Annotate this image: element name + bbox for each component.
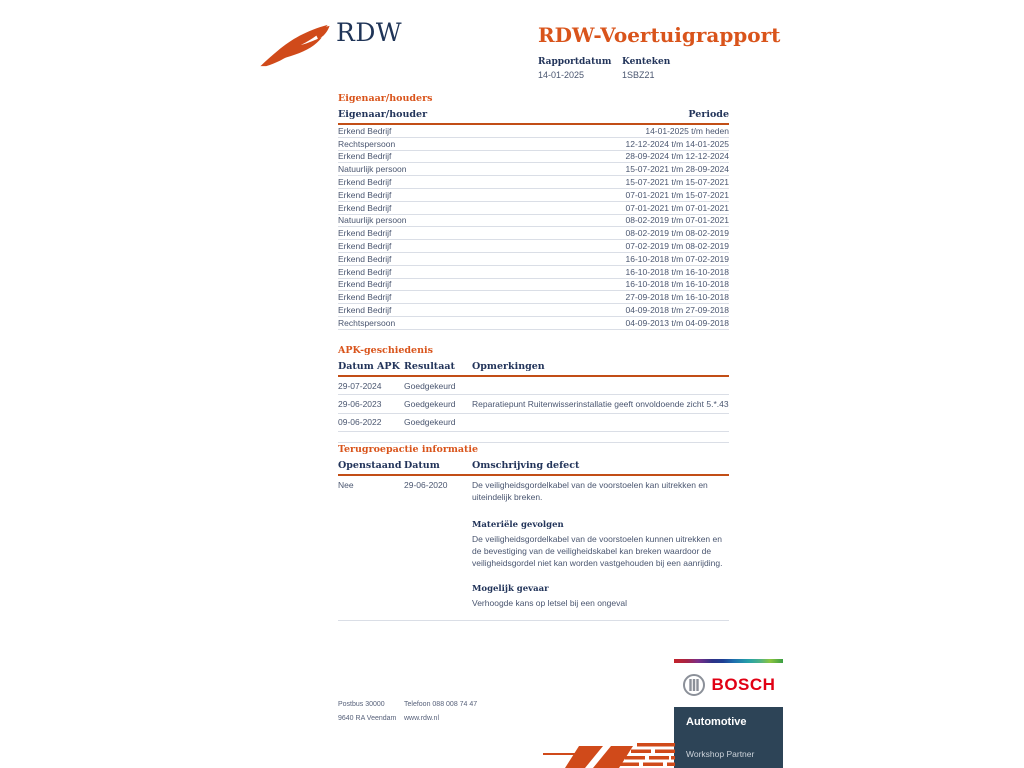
owner-period: 15-07-2021 t/m 28-09-2024 xyxy=(625,164,729,175)
owner-row xyxy=(338,291,729,304)
apk-section-title: APK-geschiedenis xyxy=(338,345,433,356)
recall-date-value: 29-06-2020 xyxy=(404,479,448,490)
owner-name: Erkend Bedrijf xyxy=(338,241,392,252)
recall-section-title: Terugroepactie informatie xyxy=(338,444,479,455)
recall-row xyxy=(338,476,729,506)
footer-address-line2: 9640 RA Veendam xyxy=(338,715,397,722)
rdw-swoosh-icon xyxy=(543,742,675,768)
owner-period: 16-10-2018 t/m 16-10-2018 xyxy=(625,279,729,290)
owner-period: 16-10-2018 t/m 07-02-2019 xyxy=(625,253,729,264)
bosch-logo xyxy=(674,663,783,707)
owner-period: 07-02-2019 t/m 08-02-2019 xyxy=(625,241,729,252)
license-plate-block xyxy=(622,57,670,80)
owner-name: Erkend Bedrijf xyxy=(338,189,392,200)
owner-period: 14-01-2025 t/m heden xyxy=(645,125,729,136)
footer-contact xyxy=(404,701,477,729)
apk-date: 29-07-2024 xyxy=(338,380,382,391)
owners-table-body xyxy=(338,125,729,330)
owner-row xyxy=(338,279,729,292)
recall-section xyxy=(338,444,729,621)
recall-col-open: Openstaand xyxy=(338,460,402,471)
footer-phone: Telefoon 088 008 74 47 xyxy=(404,701,478,708)
owner-period: 27-09-2018 t/m 16-10-2018 xyxy=(625,292,729,303)
owner-name: Erkend Bedrijf xyxy=(338,151,392,162)
owner-name: Erkend Bedrijf xyxy=(338,228,392,239)
page-title: RDW-Voertuigrapport xyxy=(538,23,781,47)
owner-period: 12-12-2024 t/m 14-01-2025 xyxy=(625,138,729,149)
owner-row xyxy=(338,202,729,215)
owners-col-owner: Eigenaar/houder xyxy=(338,109,428,120)
recall-consequences-title: Materiële gevolgen xyxy=(472,519,564,530)
owner-row xyxy=(338,215,729,228)
owner-row xyxy=(338,266,729,279)
owner-period: 07-01-2021 t/m 15-07-2021 xyxy=(625,189,729,200)
owners-col-period: Periode xyxy=(688,109,729,120)
footer xyxy=(338,701,477,729)
owner-period: 15-07-2021 t/m 15-07-2021 xyxy=(625,177,729,188)
recall-danger-title: Mogelijk gevaar xyxy=(472,583,549,594)
footer-website-link[interactable]: www.rdw.nl xyxy=(404,715,440,722)
report-date-label: Rapportdatum xyxy=(538,57,612,67)
owner-period: 28-09-2024 t/m 12-12-2024 xyxy=(625,151,729,162)
bosch-partner-label: Workshop Partner xyxy=(686,749,755,759)
recall-danger-text: Verhoogde kans op letsel bij een ongeval xyxy=(472,598,628,609)
footer-address xyxy=(338,701,404,729)
owner-row xyxy=(338,253,729,266)
owner-name: Erkend Bedrijf xyxy=(338,177,392,188)
bosch-brand-name: BOSCH xyxy=(711,675,776,694)
owner-name: Rechtspersoon xyxy=(338,138,396,149)
owner-period: 04-09-2018 t/m 27-09-2018 xyxy=(625,305,729,316)
owner-name: Erkend Bedrijf xyxy=(338,292,392,303)
rdw-wordmark: RDW xyxy=(336,18,403,47)
recall-bottom-divider xyxy=(338,620,729,621)
recall-defect-text: De veiligheidsgordelkabel van de voorstoelen kan uitrekken en uiteindelijk breken. xyxy=(472,479,708,502)
owner-period: 08-02-2019 t/m 07-01-2021 xyxy=(625,215,729,226)
owner-row xyxy=(338,138,729,151)
owner-name: Erkend Bedrijf xyxy=(338,305,392,316)
apk-date: 09-06-2022 xyxy=(338,417,382,428)
apk-row xyxy=(338,414,729,432)
report-date-value: 14-01-2025 xyxy=(538,70,585,80)
owner-row xyxy=(338,163,729,176)
owner-name: Natuurlijk persoon xyxy=(338,164,407,175)
apk-table-spacer-row xyxy=(338,432,729,443)
owner-row xyxy=(338,227,729,240)
apk-remarks: Reparatiepunt Ruitenwisserinstallatie geeft onvoldoende zicht 5.*.43 xyxy=(472,398,729,409)
license-plate-label: Kenteken xyxy=(622,57,671,67)
owner-period: 07-01-2021 t/m 07-01-2021 xyxy=(625,202,729,213)
bosch-armature-icon xyxy=(682,673,706,697)
owner-row xyxy=(338,125,729,138)
apk-table-header xyxy=(338,361,729,377)
license-plate-value: 1SBZ21 xyxy=(622,70,655,80)
owner-row xyxy=(338,304,729,317)
apk-result: Goedgekeurd xyxy=(404,417,456,428)
apk-col-result: Resultaat xyxy=(404,361,455,372)
bosch-partner-panel xyxy=(674,707,783,768)
owner-period: 08-02-2019 t/m 08-02-2019 xyxy=(625,228,729,239)
apk-col-date: Datum APK xyxy=(338,361,400,372)
recall-consequences-text: De veiligheidsgordelkabel van de voorstoelen kunnen uitrekken en de bevestiging van de veiligheidskabel kan breken waardoor de veiligheidsgordel niet kan worden vastgehouden bij een aanrijding. xyxy=(472,533,723,569)
report-date-block xyxy=(538,57,611,80)
owner-name: Natuurlijk persoon xyxy=(338,215,407,226)
apk-col-remarks: Opmerkingen xyxy=(472,361,545,372)
owner-name: Erkend Bedrijf xyxy=(338,125,392,136)
owner-row xyxy=(338,176,729,189)
recall-col-defect: Omschrijving defect xyxy=(472,460,580,471)
owners-table-header xyxy=(338,109,729,125)
owner-row xyxy=(338,189,729,202)
owner-name: Erkend Bedrijf xyxy=(338,279,392,290)
apk-row xyxy=(338,395,729,413)
owner-row xyxy=(338,317,729,330)
owner-row xyxy=(338,151,729,164)
owner-name: Rechtspersoon xyxy=(338,317,396,328)
owner-period: 16-10-2018 t/m 16-10-2018 xyxy=(625,266,729,277)
apk-result: Goedgekeurd xyxy=(404,380,456,391)
apk-row xyxy=(338,377,729,395)
apk-section xyxy=(338,345,729,443)
owners-section-title: Eigenaar/houders xyxy=(338,93,433,104)
bosch-division-label: Automotive xyxy=(686,716,747,728)
recall-table-header xyxy=(338,460,729,476)
rdw-logo-icon xyxy=(258,22,332,70)
recall-open-value: Nee xyxy=(338,479,354,490)
owner-name: Erkend Bedrijf xyxy=(338,202,392,213)
apk-date: 29-06-2023 xyxy=(338,398,382,409)
owner-name: Erkend Bedrijf xyxy=(338,266,392,277)
apk-table-body xyxy=(338,377,729,432)
owner-row xyxy=(338,240,729,253)
bosch-block xyxy=(674,659,783,707)
recall-col-date: Datum xyxy=(404,460,440,471)
owners-section xyxy=(338,93,729,330)
footer-address-line1: Postbus 30000 xyxy=(338,701,385,708)
owner-name: Erkend Bedrijf xyxy=(338,253,392,264)
apk-result: Goedgekeurd xyxy=(404,398,456,409)
owner-period: 04-09-2013 t/m 04-09-2018 xyxy=(625,317,729,328)
